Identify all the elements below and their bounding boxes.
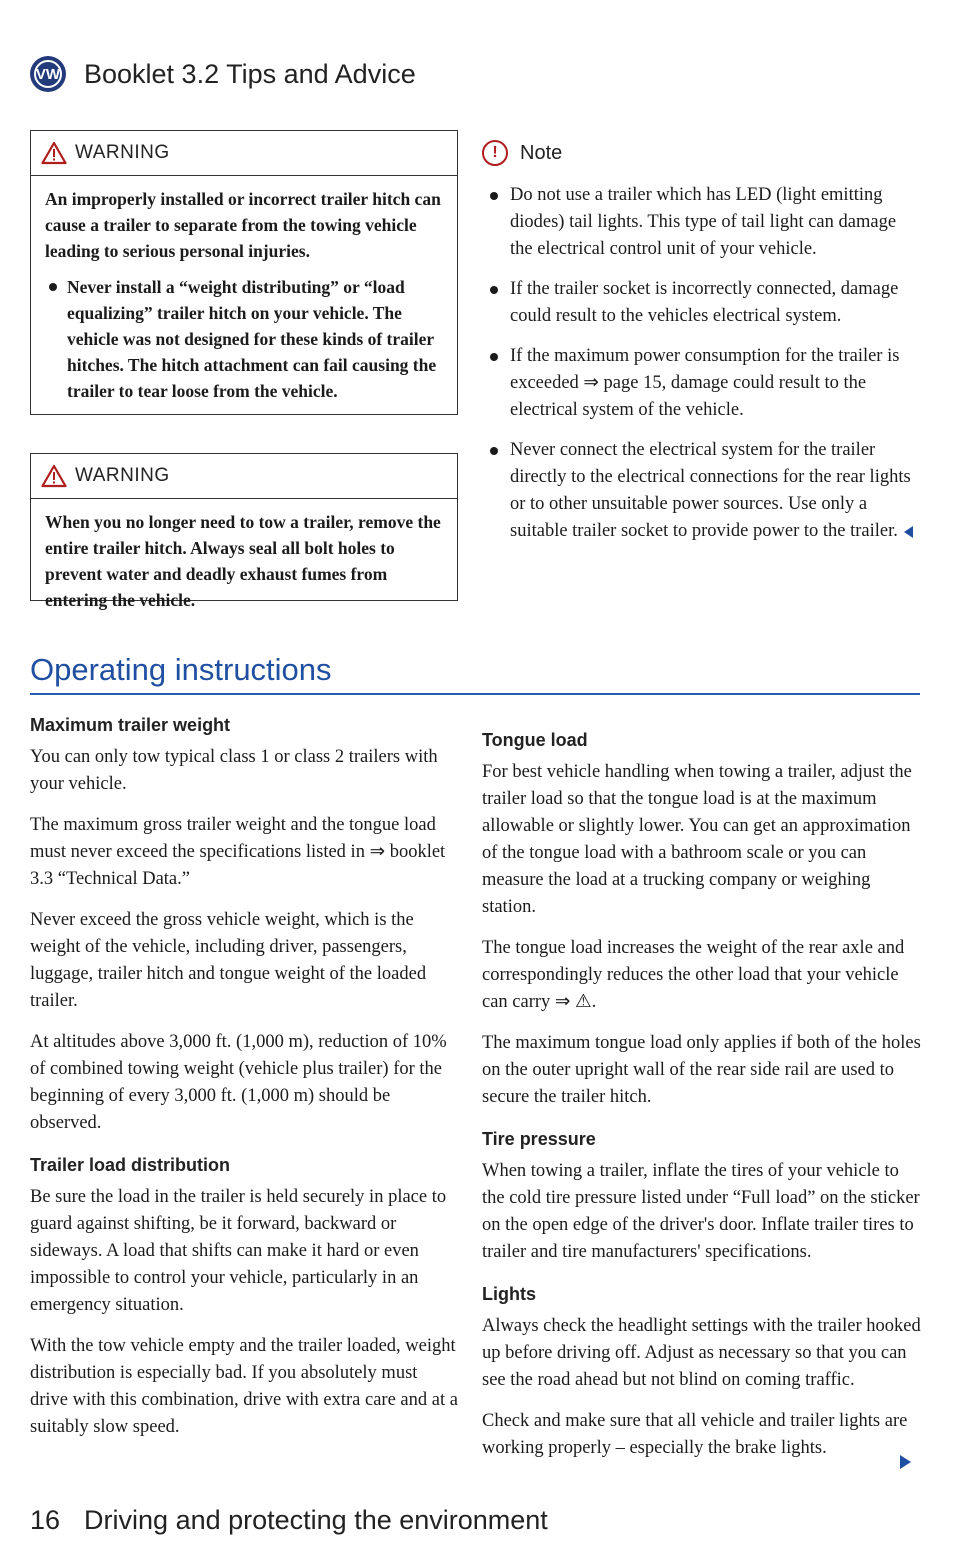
warning-bullet: Never install a “weight distributing” or “load equalizing” trailer hitch on your vehicle. The vehicle was not designed for these kinds of trailer hitches. The hitch attachment can fail causing the trailer to tear loose from the vehicle.: [45, 274, 443, 404]
tire-pressure-p1: When towing a trailer, inflate the tires of your vehicle to the cold tire pressure listed under “Full load” on the sticker on the open edge of the driver's door. Inflate trailer tires to trailer and tire manufacturers' specifications.: [482, 1161, 920, 1262]
note-bullet-text: Never connect the electrical system for the trailer directly to the electrical connections for the rear lights or to other unsuitable power sources. Use only a suitable trailer socket to provide power to the trailer.: [510, 440, 911, 541]
lights-heading: Lights: [482, 1284, 536, 1304]
max-weight-heading: Maximum trailer weight: [30, 715, 231, 735]
max-weight-p2: The maximum gross trailer weight and the tongue load must never exceed the specifications listed in ⇒ booklet 3.3 “Technical Data.”: [30, 815, 446, 889]
section-title: Operating instructions: [30, 652, 332, 687]
tongue-load-p3: The maximum tongue load only applies if both of the holes on the outer upright wall of the rear side rail are used to secure the trailer hitch.: [482, 1033, 921, 1107]
warning-paragraph: An improperly installed or incorrect trailer hitch can cause a trailer to separate from the towing vehicle leading to serious personal injuries.: [45, 189, 441, 261]
tire-pressure-heading: Tire pressure: [482, 1129, 596, 1149]
tongue-load-p1: For best vehicle handling when towing a trailer, adjust the trailer load so that the tongue load is at the maximum allowable or slightly lower. You can get an approximation of the tongue load with a bathroom scale or you can measure the load at a trucking company or weighing station.: [482, 762, 912, 917]
tongue-load-heading: Tongue load: [482, 730, 588, 750]
tongue-load-p2: The tongue load increases the weight of the rear axle and correspondingly reduces the other load that your vehicle can carry ⇒ ⚠.: [482, 938, 905, 1012]
lights-p2: Check and make sure that all vehicle and trailer lights are working properly – especially the brake lights.: [482, 1411, 908, 1458]
warning-label: WARNING: [75, 142, 170, 163]
left-column: [30, 715, 460, 1455]
warning-triangle-icon: [41, 141, 67, 165]
note-label: Note: [520, 141, 563, 164]
continue-arrow-icon: [900, 1455, 911, 1469]
page-number: 16: [30, 1505, 61, 1535]
max-weight-p3: Never exceed the gross vehicle weight, which is the weight of the vehicle, including driver, passengers, luggage, trailer hitch and tongue weight of the loaded trailer.: [30, 910, 427, 1011]
warning-header: [31, 131, 457, 176]
load-distribution-p1: Be sure the load in the trailer is held securely in place to guard against shifting, be it forward, backward or sideways. A load that shifts can make it hard or even impossible to control your vehicle, particularly in an emergency situation.: [30, 1187, 447, 1315]
warning-box-remove-hitch: [30, 453, 458, 610]
warning-label: WARNING: [75, 465, 170, 486]
page-header: [30, 52, 416, 96]
exclamation-circle-icon: !: [482, 140, 508, 166]
page-footer: [30, 1505, 548, 1536]
right-column: [482, 730, 922, 1476]
note-block: [482, 140, 922, 558]
max-weight-p4: At altitudes above 3,000 ft. (1,000 m), reduction of 10% of combined towing weight (vehicle plus trailer) for the beginning of every 3,000 ft. (1,000 m) should be observed.: [30, 1032, 447, 1133]
lights-p1: Always check the headlight settings with the trailer hooked up before driving off. Adjust as necessary so that you can see the road ahead but not blind on coming traffic.: [482, 1316, 921, 1390]
warning-paragraph: When you no longer need to tow a trailer, remove the entire trailer hitch. Always seal all bolt holes to prevent water and deadly exhaust fumes from entering the vehicle.: [45, 512, 441, 610]
vw-logo-icon: [30, 56, 66, 92]
logo-text: VW: [34, 60, 62, 88]
note-bullet: If the trailer socket is incorrectly connected, damage could result to the vehicles electrical system.: [482, 276, 922, 330]
note-bullets: [482, 182, 922, 545]
header-title: Booklet 3.2 Tips and Advice: [84, 58, 416, 89]
end-of-section-icon: [904, 526, 913, 538]
warning-body: [31, 499, 457, 631]
warning-header: [31, 454, 457, 499]
warning-body: [31, 176, 457, 422]
max-weight-p1: You can only tow typical class 1 or class 2 trailers with your vehicle.: [30, 747, 438, 794]
warning-box-hitch: [30, 130, 458, 415]
section-divider: [30, 693, 920, 695]
note-header: [482, 140, 922, 166]
note-bullet: [482, 437, 922, 545]
load-distribution-p2: With the tow vehicle empty and the trailer loaded, weight distribution is especially bad. If you absolutely must drive with this combination, drive with extra care and at a suitably slow speed.: [30, 1336, 458, 1437]
note-bullet: If the maximum power consumption for the trailer is exceeded ⇒ page 15, damage could result to the electrical system of the vehicle.: [482, 343, 922, 424]
note-bullet: Do not use a trailer which has LED (light emitting diodes) tail lights. This type of tail light can damage the electrical control unit of your vehicle.: [482, 182, 922, 263]
warning-triangle-icon: [41, 464, 67, 488]
chapter-title: Driving and protecting the environment: [84, 1505, 548, 1535]
load-distribution-heading: Trailer load distribution: [30, 1155, 231, 1175]
